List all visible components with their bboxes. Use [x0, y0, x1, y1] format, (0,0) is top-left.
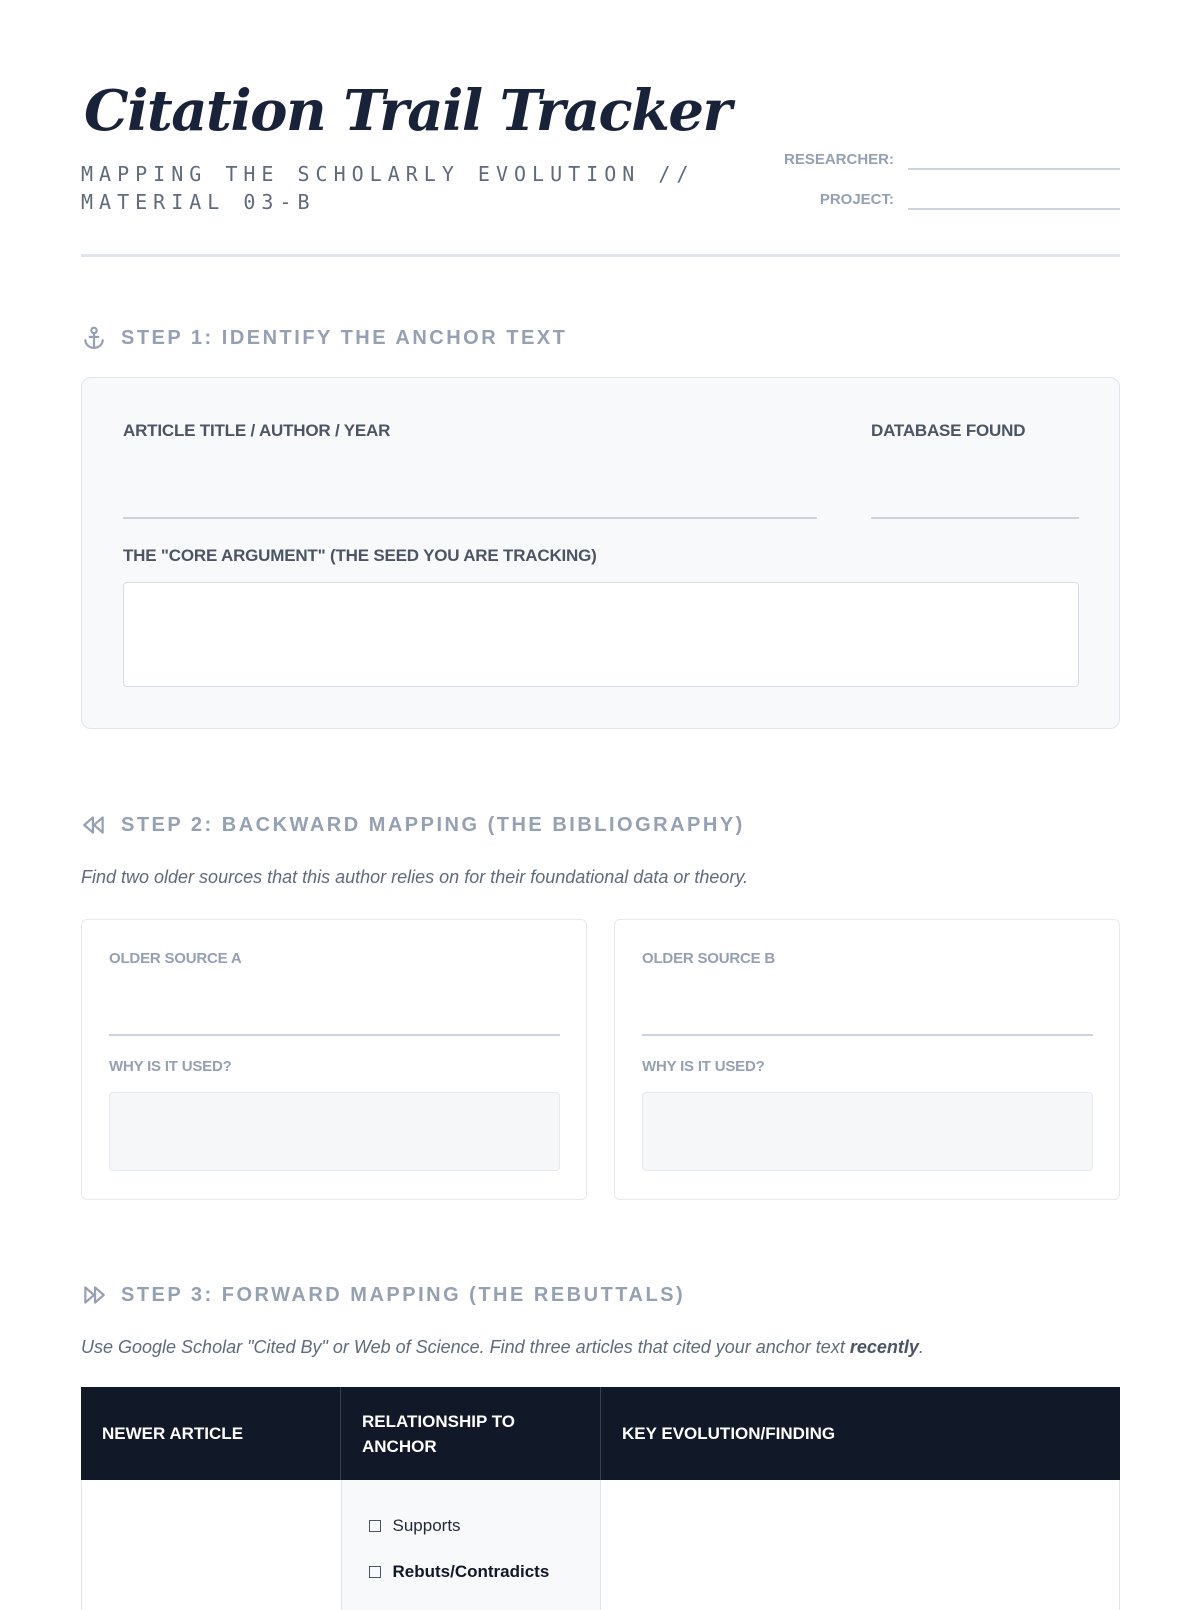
step3-heading	[81, 1282, 685, 1308]
supports-label: Supports	[392, 1516, 461, 1535]
supports-checkbox[interactable]	[369, 1516, 461, 1536]
anchor-icon	[81, 325, 107, 351]
step2-heading-text: STEP 2: BACKWARD MAPPING (THE BIBLIOGRAPHY)	[121, 813, 745, 836]
step3-description-emphasis: recently	[849, 1337, 919, 1357]
table-header	[81, 1387, 1120, 1480]
relationship-cell	[342, 1480, 602, 1610]
checkbox-square-icon	[369, 1566, 381, 1578]
project-label: PROJECT:	[819, 191, 894, 208]
forward-mapping-table	[81, 1387, 1120, 1610]
older-source-b-card	[614, 919, 1120, 1200]
rebuts-label: Rebuts/Contradicts	[392, 1562, 550, 1581]
step1-heading	[81, 325, 567, 351]
researcher-label: RESEARCHER:	[783, 151, 894, 168]
anchor-text-panel	[81, 377, 1120, 729]
checkbox-square-icon	[369, 1520, 381, 1532]
rewind-icon	[81, 812, 107, 838]
step3-heading-text: STEP 3: FORWARD MAPPING (THE REBUTTALS)	[121, 1283, 686, 1306]
core-argument-textarea[interactable]	[123, 582, 1079, 687]
newer-article-cell[interactable]	[82, 1480, 342, 1610]
step3-description	[81, 1337, 924, 1358]
researcher-input-line[interactable]	[908, 148, 1120, 170]
column-header-newer-article: NEWER ARTICLE	[81, 1387, 341, 1480]
rebuts-checkbox[interactable]	[369, 1562, 550, 1582]
researcher-field	[764, 148, 1120, 170]
why-used-a-textarea[interactable]	[109, 1092, 560, 1171]
header-divider	[81, 254, 1120, 257]
table-row	[81, 1480, 1120, 1610]
older-source-a-card	[81, 919, 587, 1200]
column-header-key-evolution: KEY EVOLUTION/FINDING	[622, 1424, 836, 1443]
step1-heading-text: STEP 1: IDENTIFY THE ANCHOR TEXT	[121, 326, 568, 349]
why-used-a-label: WHY IS IT USED?	[109, 1058, 232, 1075]
older-source-a-input-line[interactable]	[109, 1034, 560, 1036]
why-used-b-label: WHY IS IT USED?	[642, 1058, 765, 1075]
step2-description: Find two older sources that this author relies on for their foundational data or theory.	[81, 867, 749, 887]
key-evolution-cell[interactable]	[601, 1480, 1119, 1610]
fast-forward-icon	[81, 1282, 107, 1308]
project-field	[764, 188, 1120, 210]
page-subtitle: MAPPING THE SCHOLARLY EVOLUTION // MATERIAL 03-B	[81, 162, 695, 214]
step2-heading	[81, 812, 745, 838]
article-title-label: ARTICLE TITLE / AUTHOR / YEAR	[123, 421, 391, 440]
article-title-input-line[interactable]	[123, 517, 817, 519]
step3-description-prefix: Use Google Scholar "Cited By" or Web of Science. Find three articles that cited your anchor text	[81, 1337, 850, 1357]
step3-description-suffix: .	[918, 1337, 924, 1357]
older-source-b-label: OLDER SOURCE B	[642, 950, 776, 967]
older-source-b-input-line[interactable]	[642, 1034, 1093, 1036]
database-found-input-line[interactable]	[871, 517, 1079, 519]
database-found-label: DATABASE FOUND	[871, 421, 1026, 440]
project-input-line[interactable]	[908, 188, 1120, 210]
why-used-b-textarea[interactable]	[642, 1092, 1093, 1171]
older-source-a-label: OLDER SOURCE A	[109, 950, 242, 967]
page-title: Citation Trail Tracker	[84, 78, 731, 144]
column-header-relationship: RELATIONSHIP TO ANCHOR	[341, 1387, 601, 1480]
core-argument-label: THE "CORE ARGUMENT" (THE SEED YOU ARE TRACKING)	[123, 546, 597, 565]
